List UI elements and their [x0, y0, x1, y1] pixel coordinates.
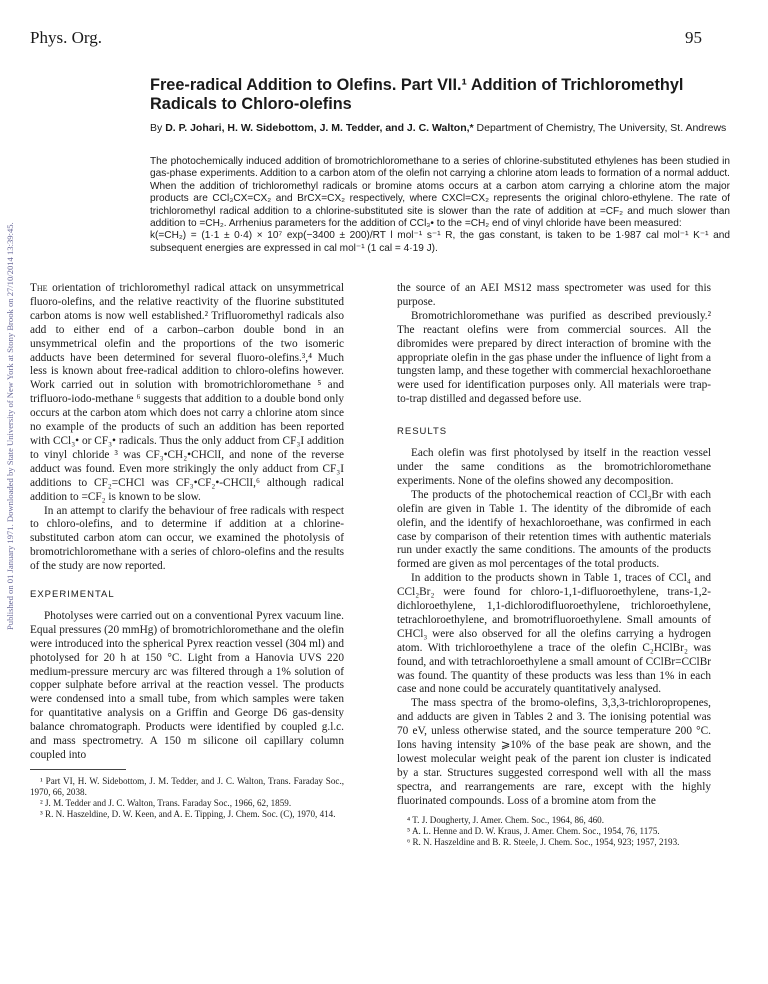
results-paragraph-4: The mass spectra of the bromo-olefins, 3,3,3-trichloropropenes, and adducts are given in Tables 2 and 3. The ionising potential was 70 eV, unless otherwise stated, and the source temperature 200 °C. Ions having intensity ⩾10% of the base peak are shown, and the lowest molecular weight peak of the parent ion cluster is indicated by a star. Structures suggested correspond well with all the mass spectra, and rearrangements are rare, except with the highly fluorinated compounds. Loss of a bromine atom from the — [397, 697, 711, 807]
footnote-1: ¹ Part VI, H. W. Sidebottom, J. M. Tedder, and J. C. Walton, Trans. Faraday Soc., 1970, 66, 2038. — [30, 775, 344, 797]
intro-text: orientation of trichloromethyl radical attack on unsymmetrical fluoro-olefins, and the relative reactivity of the fluorine substituted carbon atoms is now well established.² Trifluoromethyl radicals also add to either end of a carbon–carbon double bond in an unsymmetrical olefin and the proportions of the two isomeric adducts have been determined for several fluoro-olefins.³,⁴ Much less is known about free-radical addition to chloro-olefins however. Work carried out in solution with bromotrichloromethane ⁵ and trifluoro-iodo-methane ⁶ suggests that addition to a double bond only occurs at the carbon atom which does not carry a chlorine atom since no example of the products of such an addition has been reported with CCl₃• or CF₃• radicals. Thus the only adduct from CF₃I addition to vinyl chloride ³ was CF₃•CH₂•CHClI, and none of the reverse adduct was found. Even more strikingly the only adduct from CF₃I additions to CF₂=CHCl was CF₃•CF₂•-CHClI,⁶ although radical addition to =CF₂ is known to be slow. — [30, 282, 344, 503]
article-title: Free-radical Addition to Olefins. Part VII.¹ Addition of Trichloromethyl Radicals to Chloro-olefins — [150, 76, 684, 113]
footnote-3: ³ R. N. Haszeldine, D. W. Keen, and A. E. Tipping, J. Chem. Soc. (C), 1970, 414. — [40, 808, 336, 819]
abstract-equation: k(=CH₂) = (1·1 ± 0·4) × 10⁷ exp(−3400 ± 200)/RT l mol⁻¹ s⁻¹ R, the gas constant, is taken to be 1·987 cal mol⁻¹ K⁻¹ and subsequent energies are expressed in cal mol⁻¹ (1 cal = 4·19 J). — [150, 230, 730, 254]
footnote-divider — [30, 769, 126, 770]
footnote-2: ² J. M. Tedder and J. C. Walton, Trans. Faraday Soc., 1966, 62, 1859. — [40, 797, 292, 808]
results-paragraph-2: The products of the photochemical reaction of CCl₃Br with each olefin are given in Table 1. The identity of the dibromide of each olefin, and the identify of hexachloroethane, was confirmed in each case by comparison of their retention times with authentic materials run under exactly the same conditions. The amounts of the products formed are given as mol percentages of the total products. — [397, 488, 711, 571]
footnote-4: ⁴ T. J. Dougherty, J. Amer. Chem. Soc., 1964, 86, 460. — [407, 814, 604, 825]
experimental-heading: EXPERIMENTAL — [30, 589, 115, 601]
materials-paragraph: Bromotrichloromethane was purified as described previously.² The reactant olefins were from commercial sources. All the dibromides were prepared by direct interaction of bromine with the appropriate olefin in the gas phase under the influence of light from a tungsten lamp, and these together with commercial hexachloroethane were used for identification purposes only. All materials were trap-to-trap distilled and degassed before use. — [397, 309, 711, 406]
intro-paragraph — [30, 282, 344, 505]
author-names: D. P. Johari, H. W. Sidebottom, J. M. Tedder, and J. C. Walton,* — [165, 122, 474, 134]
results-paragraph-1: Each olefin was first photolysed by itself in the reaction vessel under the same conditions as the bromotrichloromethane experiments. None of the olefins showed any decomposition. — [397, 447, 711, 487]
footnote-6: ⁶ R. N. Haszeldine and B. R. Steele, J. Chem. Soc., 1954, 923; 1957, 2193. — [407, 836, 680, 847]
experimental-paragraph: Photolyses were carried out on a conventional Pyrex vacuum line. Equal pressures (20 mmHg) of bromotrichloromethane and the olefin were introduced into the spherical Pyrex reaction vessel (304 ml) and photolysed for 20 h at 150 °C. Light from a Hanovia UVS 220 medium-pressure mercury arc was filtered through a 1% solution of copper sulphate before arrival at the reaction vessel. The products were condensed into a small tube, from which samples were taken for quantitative analysis on a Griffin and George D6 gas-density balance chromatograph. Products were identified by coupled g.l.c. and mass spectrometry. A 150 m silicone oil capillary column coupled into — [30, 609, 344, 761]
download-notice: Published on 01 January 1971. Downloaded by State University of New York at Stony Brook on 27/10/2014 13:39:45. — [5, 222, 15, 630]
footnotes-right — [397, 815, 711, 848]
abstract — [150, 156, 730, 255]
footnote-5: ⁵ A. L. Henne and D. W. Kraus, J. Amer. Chem. Soc., 1954, 76, 1175. — [407, 825, 660, 836]
journal-section-header: Phys. Org. — [30, 28, 102, 47]
footnotes-left — [30, 776, 344, 820]
abstract-text: The photochemically induced addition of bromotrichloromethane to a series of chlorine-substituted ethylenes has been studied in gas-phase experiments. Addition to a carbon atom of the olefin not carrying a chlorine atom leads to formation of a normal adduct. When the addition of trichloromethyl radicals or bromine atoms occurs at a carbon atom carrying a chlorine atom the major products are CCl₃CX=CX₂ and BrCX=CX₂ respectively, where CXCl=CX₂ represents the original chloro-ethylene. The rate of trichloromethyl radical addition to a chlorine-substituted site is slower than the rate of addition at =CF₂ and much slower than addition to =CH₂. Arrhenius parameters for the addition of CCl₃• to the =CH₂ end of vinyl chloride have been measured: — [150, 156, 730, 230]
aim-paragraph: In an attempt to clarify the behaviour of free radicals with respect to chloro-olefins, and to determine if addition at a chlorine-substituted carbon atom can occur, we examined the photolysis of bromotrichloromethane with a series of chloro-olefins and the results of the study are now reported. — [30, 504, 344, 573]
ms-source-paragraph: the source of an AEI MS12 mass spectrometer was used for this purpose. — [397, 282, 711, 308]
affiliation: Department of Chemistry, The University, St. Andrews — [476, 122, 727, 134]
left-column — [30, 282, 344, 820]
right-column — [397, 282, 711, 848]
results-paragraph-3: In addition to the products shown in Table 1, traces of CCl₄ and CCl₂Br₂ were found for chloro-1,1-difluoroethylene, trans-1,2-dichloroethylene, 1,1-dichlorodifluoroethylene, trichloroethylene, tetrachloroethylene, and bromotrifluoroethylene. Small amounts of CHCl₃ were also observed for all the olefins carrying a hydrogen atom. With trichloroethylene a trace of the olefin C₂HClBr₂ was found, and with tetrachloroethylene a small amount of CClBr=CClBr was found. The quantity of these products was less than 1% in each case and none could be accurately quantitatively analysed. — [397, 572, 711, 696]
intro-lead-word: The — [30, 282, 48, 294]
by-label: By — [150, 122, 163, 134]
page-number: 95 — [685, 28, 702, 47]
author-line — [150, 121, 730, 135]
download-watermark — [0, 110, 14, 630]
results-heading: RESULTS — [397, 426, 448, 438]
